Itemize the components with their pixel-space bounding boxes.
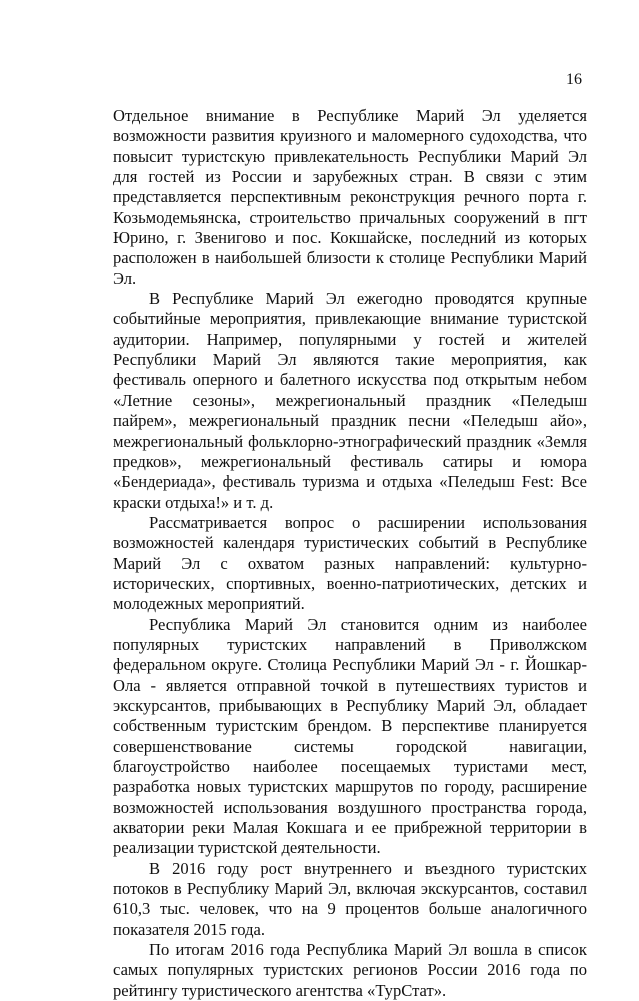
paragraph-turstat-rating: По итогам 2016 года Республика Марий Эл вошла в список самых популярных туристских регионов России 2016 года по рейтингу туристического агентства «ТурСтат». — [113, 940, 587, 1000]
paragraph-tourist-flow-2016: В 2016 году рост внутреннего и въездного туристских потоков в Республику Марий Эл, включая экскурсантов, составил 610,3 тыс. человек, что на 9 процентов больше аналогичного показателя 2015 года. — [113, 858, 587, 939]
paragraph-cruise-shipping: Отдельное внимание в Республике Марий Эл уделяется возможности развития круизного и маломерного судоходства, что повысит туристскую привлекательность Республики Марий Эл для гостей из России и зарубежных стран. В связи с этим представляется перспективным реконструкция речного порта г. Козьмодемьянска, строительство причальных сооружений в пгт Юрино, г. Звенигово и пос. Кокшайске, последний из которых расположен в наибольшей близости к столице Республики Марий Эл. — [113, 106, 587, 288]
paragraph-events: В Республике Марий Эл ежегодно проводятся крупные событийные мероприятия, привлекающие внимание туристской аудитории. Например, популярными у гостей и жителей Республики Марий Эл являются такие мероприятия, как фестиваль оперного и балетного искусства под открытым небом «Летние сезоны», межрегиональный праздник «Пеледыш пайрем», межрегиональный праздник песни «Пеледыш айо», межрегиональный фольклорно-этнографический праздник «Земля предков», межрегиональный фестиваль сатиры и юмора «Бендериада», фестиваль туризма и отдыха «Пеледыш Fest: Все краски отдыха!» и т. д. — [113, 289, 587, 512]
document-body — [113, 106, 587, 1001]
paragraph-yoshkar-ola: Республика Марий Эл становится одним из наиболее популярных туристских направлений в Приволжском федеральном округе. Столица Республики Марий Эл - г. Йошкар-Ола - является отправной точкой в путешествиях туристов и экскурсантов, прибывающих в Республику Марий Эл, обладает собственным туристским брендом. В перспективе планируется совершенствование системы городской навигации, благоустройство наиболее посещаемых туристами мест, разработка новых туристских маршрутов по городу, расширение возможностей использования воздушного пространства города, акватории реки Малая Кокшага и ее прибрежной территории в реализации туристской деятельности. — [113, 614, 587, 858]
page-number: 16 — [566, 71, 582, 88]
paragraph-event-calendar: Рассматривается вопрос о расширении использования возможностей календаря туристических событий в Республике Марий Эл с охватом разных направлений: культурно-исторических, спортивных, военно-патриотических, детских и молодежных мероприятий. — [113, 512, 587, 614]
